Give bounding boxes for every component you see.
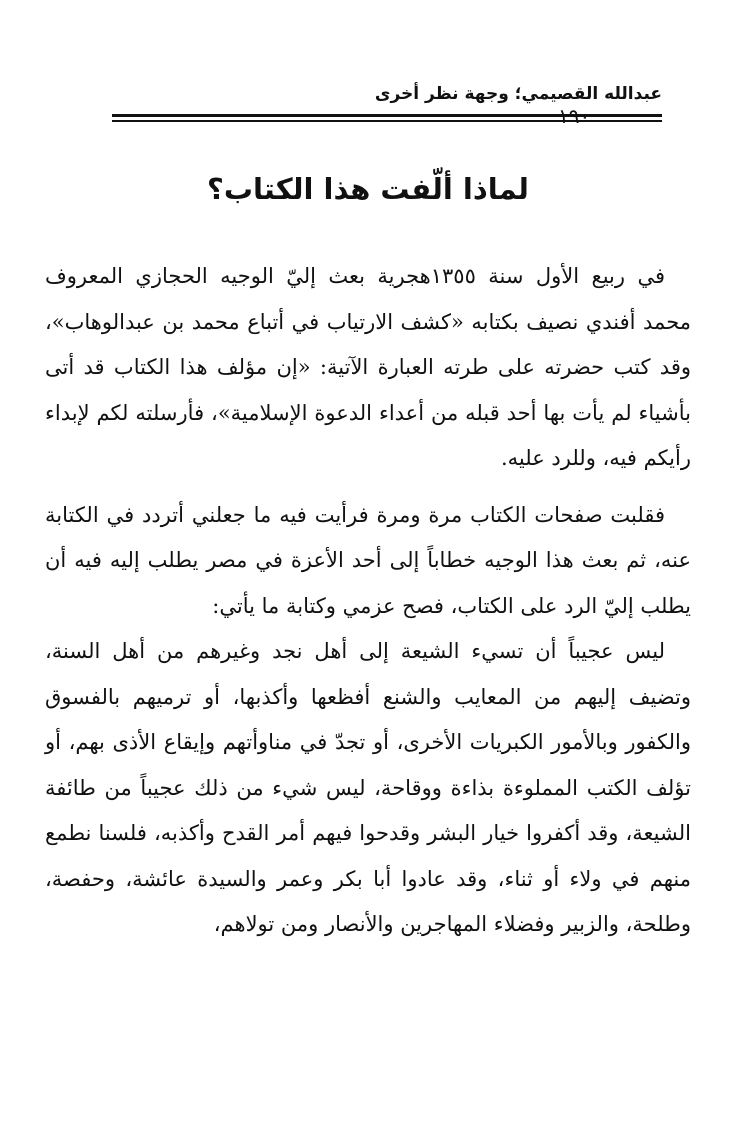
- paragraph-3: ليس عجيباً أن تسيء الشيعة إلى أهل نجد وغيرهم من أهل السنة، وتضيف إليهم من المعايب والشنع أفظعها وأكذبها، أو ترميهم بالفسوق والكفور وبالأمور الكبريات الأخرى، أو تجدّ في مناوأتهم وإيقاع الأذى بهم، أو تؤلف الكتب المملوءة بذاءة ووقاحة، ليس شيء من ذلك عجيباً من طائفة الشيعة، وقد أكفروا خيار البشر وقدحوا فيهم أمر القدح وأكذبه، فلسنا نطمع منهم في ولاء أو ثناء، وقد عادوا أبا بكر وعمر والسيدة عائشة، وحفصة، وطلحة، والزبير وفضلاء المهاجرين والأنصار ومن تولاهم،: [45, 639, 691, 936]
- running-header-title: عبدالله القصيمي؛ وجهة نظر أخرى: [374, 84, 662, 104]
- chapter-title: لماذا ألّفت هذا الكتاب؟: [207, 172, 529, 206]
- page-number: ١٩٠: [558, 104, 591, 128]
- page-number-rule-top: [620, 114, 662, 117]
- body-text: [45, 254, 691, 948]
- paragraph-2: فقلبت صفحات الكتاب مرة ومرة فرأيت فيه ما جعلني أتردد في الكتابة عنه، ثم بعث هذا الوجيه خطاباً إلى أحد الأعزة في مصر يطلب إليه فيه أن يطلب إليّ الرد على الكتاب، فصح عزمي وكتابة ما يأتي:: [45, 502, 691, 618]
- paragraph-1: في ربيع الأول سنة ١٣٥٥هجرية بعث إليّ الوجيه الحجازي المعروف محمد أفندي نصيف بكتابه «كشف الارتياب في أتباع محمد بن عبدالوهاب»، وقد كتب حضرته على طرته العبارة الآتية: «إن مؤلف هذا الكتاب قد أتى بأشياء لم يأت بها أحد قبله من أعداء الدعوة الإسلامية»، فأرسلته لكم لإبداء رأيكم فيه، وللرد عليه.: [45, 264, 691, 470]
- page-number-rule-bottom: [620, 120, 662, 122]
